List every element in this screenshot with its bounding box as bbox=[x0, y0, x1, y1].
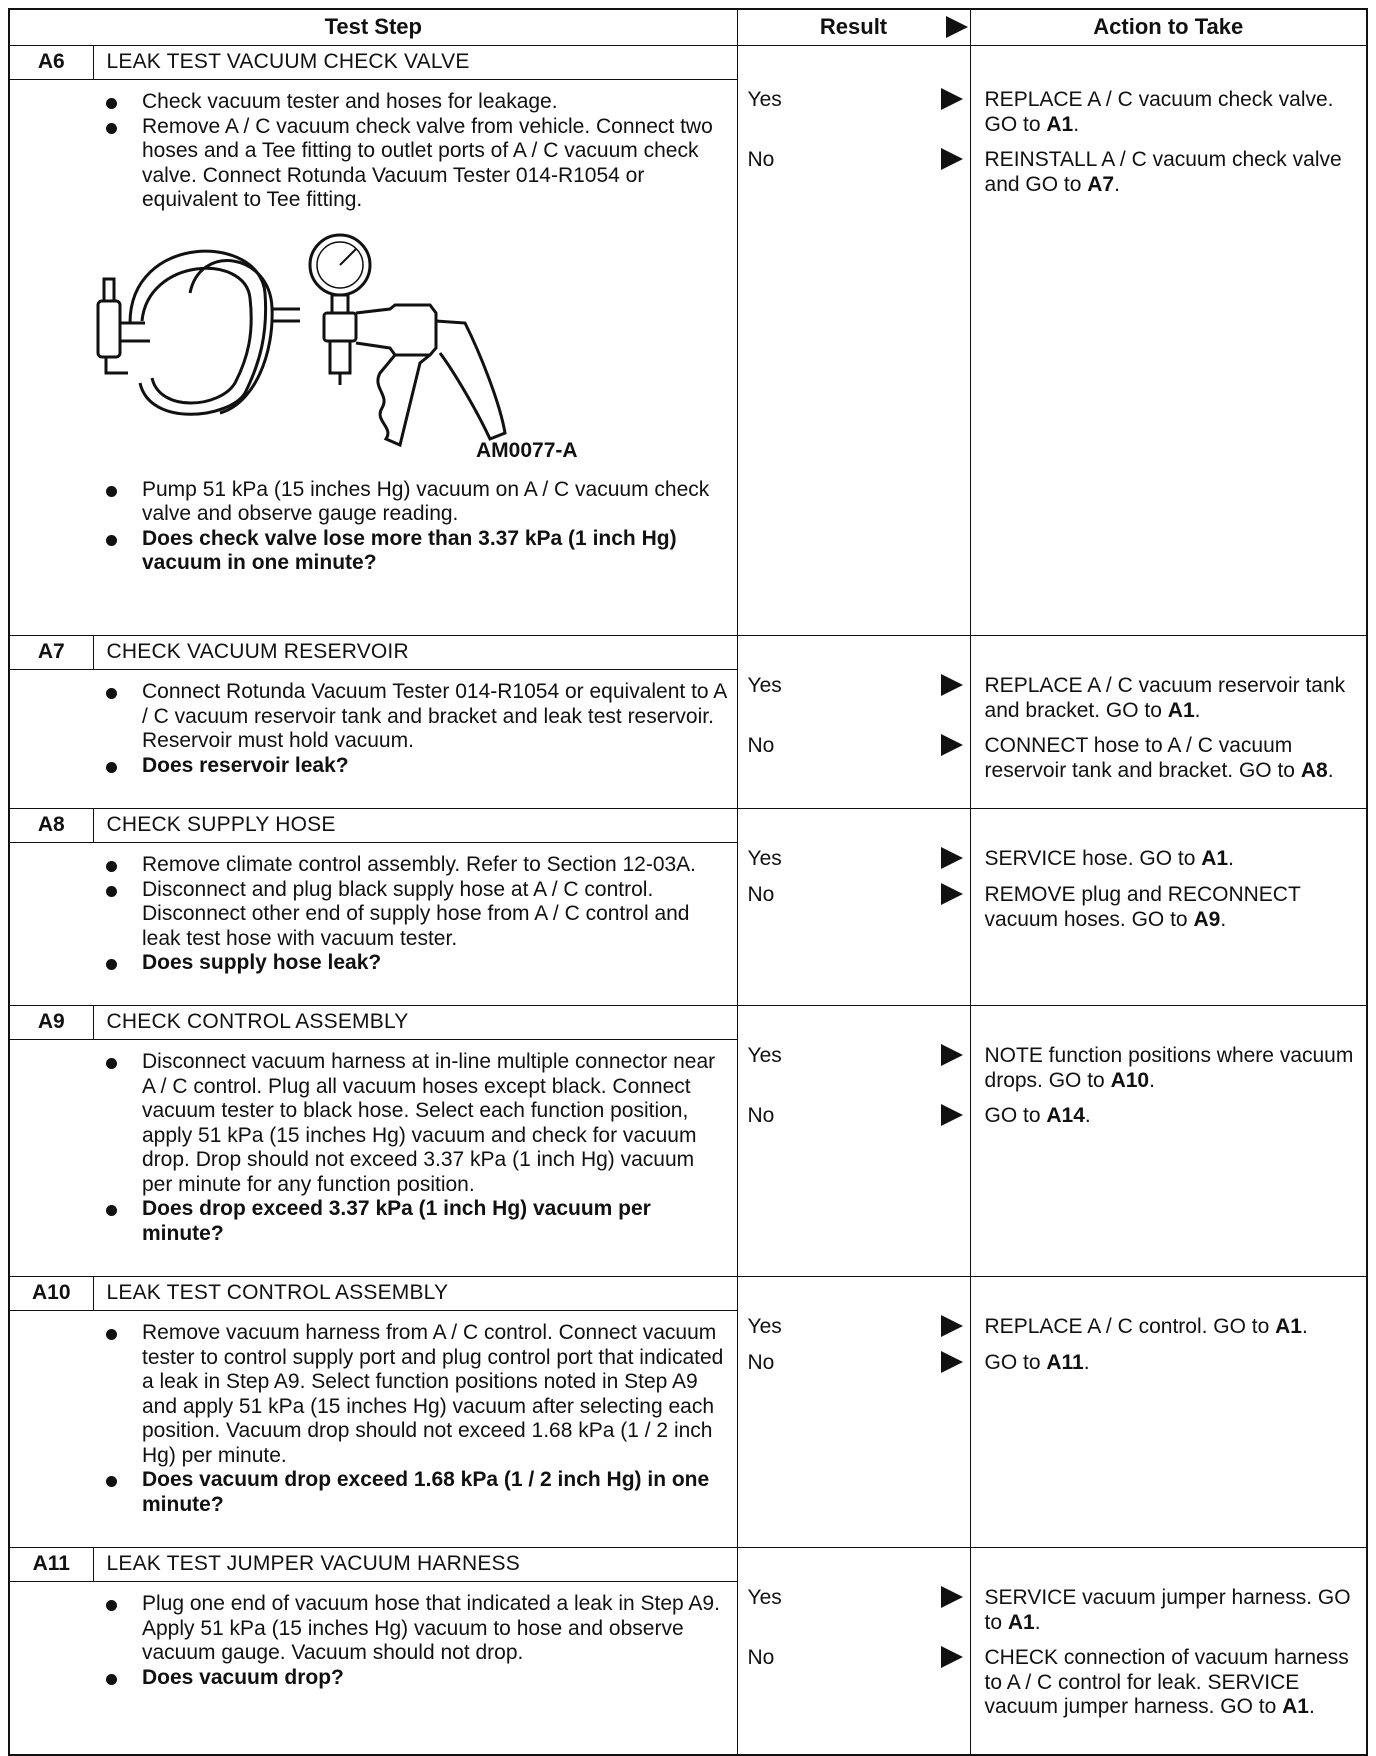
result-yes bbox=[748, 1315, 963, 1341]
arrow-right-icon bbox=[941, 847, 963, 869]
step-a11-body bbox=[9, 1582, 737, 1756]
step-a9-title-row bbox=[9, 1006, 1367, 1040]
step-a11-results bbox=[737, 1548, 970, 1756]
result-label: Yes bbox=[747, 1315, 782, 1338]
figure-caption: AM0077-A bbox=[476, 438, 578, 462]
step-question: Does vacuum drop exceed 1.68 kPa (1 / 2 inch Hg) in one minute? bbox=[142, 1468, 727, 1517]
step-a7-results bbox=[737, 636, 970, 809]
diagnostic-page bbox=[8, 8, 1366, 1756]
step-a8-title-row bbox=[9, 809, 1367, 843]
step-a6-results bbox=[737, 46, 970, 636]
result-label: Yes bbox=[747, 674, 782, 697]
arrow-right-icon bbox=[941, 148, 963, 170]
action-yes: REPLACE A / C control. GO to A1. bbox=[984, 1315, 1308, 1338]
step-question: Does vacuum drop? bbox=[142, 1666, 727, 1691]
step-a8-results bbox=[737, 809, 970, 1006]
action-no: CHECK connection of vacuum harness to A / C control for leak. SERVICE vacuum jumper harness. GO to A1. bbox=[984, 1646, 1349, 1718]
result-label: Yes bbox=[747, 847, 782, 870]
list-item: Check vacuum tester and hoses for leakage. bbox=[142, 90, 727, 115]
step-a10-body bbox=[9, 1311, 737, 1548]
list-item: Disconnect and plug black supply hose at A / C control. Disconnect other end of supply hose from A / C control and leak test hose with vacuum tester. bbox=[142, 878, 727, 952]
arrow-right-icon bbox=[946, 16, 968, 38]
arrow-right-icon bbox=[941, 883, 963, 905]
arrow-right-icon bbox=[941, 1646, 963, 1668]
arrow-right-icon bbox=[941, 1586, 963, 1608]
result-no bbox=[748, 148, 963, 174]
table-header bbox=[9, 9, 1367, 46]
result-label: Yes bbox=[747, 88, 782, 111]
step-title: LEAK TEST JUMPER VACUUM HARNESS bbox=[93, 1548, 737, 1582]
result-yes bbox=[748, 1586, 963, 1612]
step-id: A6 bbox=[9, 46, 93, 80]
list-item: Plug one end of vacuum hose that indicated a leak in Step A9. Apply 51 kPa (15 inches Hg) vacuum to hose and observe vacuum gauge. Vacuum should not drop. bbox=[142, 1592, 727, 1666]
result-label: No bbox=[747, 148, 775, 171]
arrow-right-icon bbox=[941, 1351, 963, 1373]
step-a11-actions bbox=[970, 1548, 1367, 1756]
action-no: GO to A14. bbox=[984, 1104, 1091, 1127]
step-a6-title-row bbox=[9, 46, 1367, 80]
step-question: Does check valve lose more than 3.37 kPa (1 inch Hg) vacuum in one minute? bbox=[142, 527, 727, 576]
result-no bbox=[748, 1351, 963, 1377]
step-a11-title-row bbox=[9, 1548, 1367, 1582]
step-question: Does drop exceed 3.37 kPa (1 inch Hg) vacuum per minute? bbox=[142, 1197, 727, 1246]
result-yes bbox=[748, 1044, 963, 1070]
vacuum-tester-figure bbox=[10, 213, 727, 478]
header-test-step: Test Step bbox=[9, 9, 737, 46]
step-title: CHECK VACUUM RESERVOIR bbox=[93, 636, 737, 670]
step-a7-title-row bbox=[9, 636, 1367, 670]
result-no bbox=[748, 734, 963, 760]
header-result bbox=[737, 9, 970, 46]
list-item: Remove vacuum harness from A / C control. Connect vacuum tester to control supply port and plug control port that indicated a leak in Step A9. Select function positions noted in Step A9 and apply 51 kPa (15 inches Hg) vacuum after selecting each position. Vacuum drop should not exceed 1.68 kPa (1 / 2 inch Hg) per minute. bbox=[142, 1321, 727, 1468]
list-item: Connect Rotunda Vacuum Tester 014-R1054 or equivalent to A / C vacuum reservoir tank and bracket and leak test reservoir. Reservoir must hold vacuum. bbox=[142, 680, 727, 752]
arrow-right-icon bbox=[941, 734, 963, 756]
arrow-right-icon bbox=[941, 88, 963, 110]
step-a8-actions bbox=[970, 809, 1367, 1006]
step-a8-body bbox=[9, 843, 737, 1006]
step-id: A11 bbox=[9, 1548, 93, 1582]
action-yes: SERVICE vacuum jumper harness. GO to A1. bbox=[984, 1586, 1351, 1634]
step-a6-actions bbox=[970, 46, 1367, 636]
result-label: No bbox=[747, 1104, 775, 1127]
arrow-right-icon bbox=[941, 1315, 963, 1337]
step-title: CHECK CONTROL ASSEMBLY bbox=[93, 1006, 737, 1040]
result-label: No bbox=[747, 734, 775, 757]
step-a10-results bbox=[737, 1277, 970, 1548]
action-no: REINSTALL A / C vacuum check valve and GO to A7. bbox=[984, 148, 1342, 196]
result-label: Yes bbox=[747, 1586, 782, 1609]
step-id: A10 bbox=[9, 1277, 93, 1311]
result-yes bbox=[748, 674, 963, 700]
step-a6-body bbox=[9, 80, 737, 636]
result-label: No bbox=[747, 1351, 775, 1374]
result-no bbox=[748, 883, 963, 909]
step-title: LEAK TEST VACUUM CHECK VALVE bbox=[93, 46, 737, 80]
arrow-right-icon bbox=[941, 1044, 963, 1066]
action-yes: REPLACE A / C vacuum reservoir tank and bracket. GO to A1. bbox=[984, 674, 1346, 722]
step-a9-actions bbox=[970, 1006, 1367, 1277]
result-no bbox=[748, 1646, 963, 1672]
list-item: Disconnect vacuum harness at in-line multiple connector near A / C control. Plug all vacuum hoses except black. Connect vacuum tester to black hose. Select each function position, apply 51 kPa (15 inches Hg) vacuum and check for vacuum drop. Drop should not exceed 3.37 kPa (1 inch Hg) vacuum per minute for any function position. bbox=[142, 1050, 727, 1197]
action-yes: REPLACE A / C vacuum check valve. GO to A1. bbox=[984, 88, 1334, 136]
step-a7-body bbox=[9, 670, 737, 809]
step-id: A9 bbox=[9, 1006, 93, 1040]
header-result-label: Result bbox=[819, 14, 888, 40]
result-label: No bbox=[747, 883, 775, 906]
action-no: GO to A11. bbox=[984, 1351, 1090, 1374]
step-id: A7 bbox=[9, 636, 93, 670]
result-yes bbox=[748, 88, 963, 114]
step-question: Does reservoir leak? bbox=[142, 754, 727, 779]
diagnostic-table bbox=[8, 8, 1368, 1756]
arrow-right-icon bbox=[941, 674, 963, 696]
list-item: Remove climate control assembly. Refer to Section 12-03A. bbox=[142, 853, 727, 878]
step-a9-body bbox=[9, 1040, 737, 1277]
result-label: Yes bbox=[747, 1044, 782, 1067]
result-no bbox=[748, 1104, 963, 1130]
action-no: CONNECT hose to A / C vacuum reservoir tank and bracket. GO to A8. bbox=[984, 734, 1334, 782]
step-a10-title-row bbox=[9, 1277, 1367, 1311]
header-action: Action to Take bbox=[970, 9, 1367, 46]
step-id: A8 bbox=[9, 809, 93, 843]
step-a9-results bbox=[737, 1006, 970, 1277]
step-a10-actions bbox=[970, 1277, 1367, 1548]
action-no: REMOVE plug and RECONNECT vacuum hoses. GO to A9. bbox=[984, 883, 1301, 931]
list-item: Pump 51 kPa (15 inches Hg) vacuum on A / C vacuum check valve and observe gauge reading. bbox=[142, 478, 727, 527]
action-yes: NOTE function positions where vacuum drops. GO to A10. bbox=[984, 1044, 1354, 1092]
step-title: LEAK TEST CONTROL ASSEMBLY bbox=[93, 1277, 737, 1311]
action-yes: SERVICE hose. GO to A1. bbox=[984, 847, 1234, 870]
step-question: Does supply hose leak? bbox=[142, 951, 727, 976]
step-title: CHECK SUPPLY HOSE bbox=[93, 809, 737, 843]
list-item: Remove A / C vacuum check valve from vehicle. Connect two hoses and a Tee fitting to outlet ports of A / C vacuum check valve. Connect Rotunda Vacuum Tester 014-R1054 or equivalent to Tee fitting. bbox=[142, 115, 727, 213]
arrow-right-icon bbox=[941, 1104, 963, 1126]
result-yes bbox=[748, 847, 963, 873]
result-label: No bbox=[747, 1646, 775, 1669]
step-a7-actions bbox=[970, 636, 1367, 809]
